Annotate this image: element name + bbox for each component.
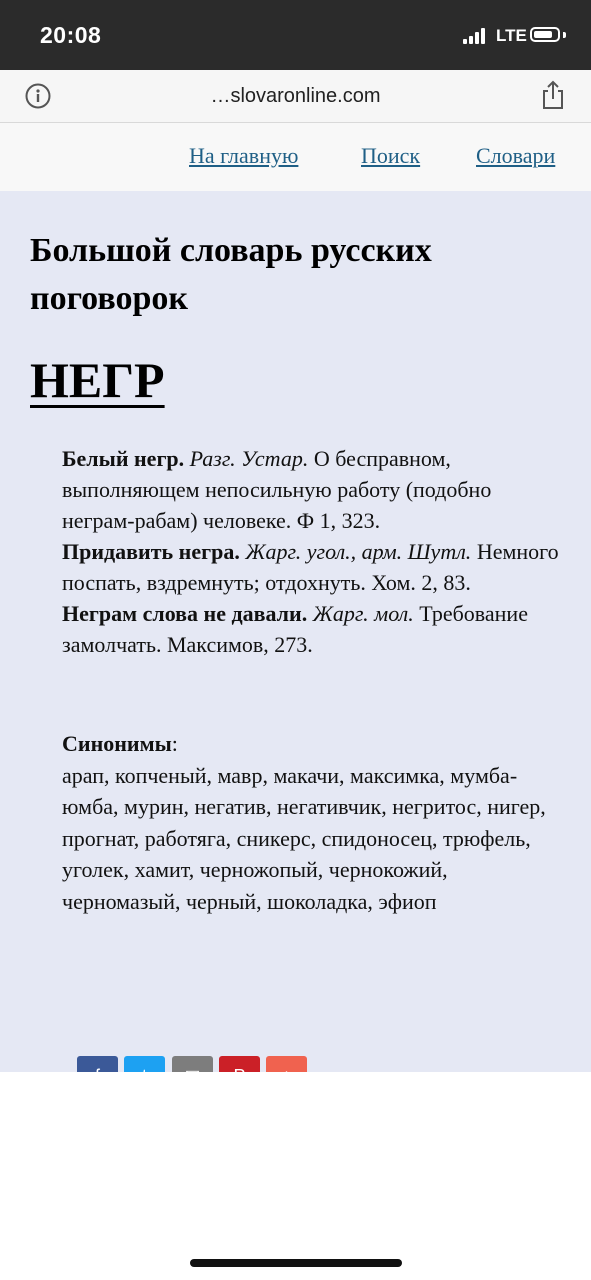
status-time: 20:08 [40,22,102,48]
dictionary-title: Большой словарь русских поговорок [30,232,432,317]
browser-url-bar[interactable] [0,70,591,123]
share-icon[interactable] [540,80,566,110]
network-type: LTE [496,26,527,45]
site-nav [0,123,591,191]
nav-link-dictionaries[interactable]: Словари [476,143,556,168]
headword: НЕГР [30,352,165,408]
entry-marks: Жарг. угол., арм. Шутл. [245,539,472,564]
entry-marks: Жарг. мол. [312,601,414,626]
battery-icon [530,27,560,42]
synonyms-list: арап, копченый, мавр, макачи, максимка, мумба-юмба, мурин, негатив, негативчик, негритос, нигер, прогнат, работяга, сникерс, спидоносец, трюфель, уголек, хамит, черножопый, чернокожий, черномазый, черный, шоколадка, эфиоп [62,762,546,914]
home-indicator[interactable] [190,1259,402,1267]
nav-link-search[interactable]: Поиск [361,143,421,168]
entry-marks: Разг. Устар. [189,446,309,471]
status-bar [0,0,591,70]
entry-text: О бесправном, выполняющем непосильную работу (подобно неграм-рабам) человеке. Ф 1, 323. [62,446,492,533]
entry-phrase: Придавить негра. [62,539,240,564]
entry-text: Требование замолчать. Максимов, 273. [62,601,528,657]
url-text[interactable]: …slovaronline.com [210,85,381,107]
synonyms-block: Синонимы: арап, копченый, мавр, макачи, максимка, мумба-юмба, мурин, негатив, негативчик, негритос, нигер, прогнат, работяга, сникерс, спидоносец, трюфель, уголек, хамит, черножопый, чернокожий, черномазый, черный, шоколадка, эфиоп [62,731,546,914]
entry-phrase: Белый негр. [62,446,185,471]
article-content [0,191,591,1072]
entry-text: Немного поспать, вздремнуть; отдохнуть. Хом. 2, 83. [62,539,559,595]
definition-block [62,443,562,660]
nav-link-home[interactable]: На главную [189,143,299,168]
entry-phrase: Неграм слова не давали. [62,601,308,626]
battery-cap [563,32,566,38]
signal-icon [463,28,489,44]
blank-area [0,1072,591,1280]
synonyms-label: Синонимы [62,731,172,756]
